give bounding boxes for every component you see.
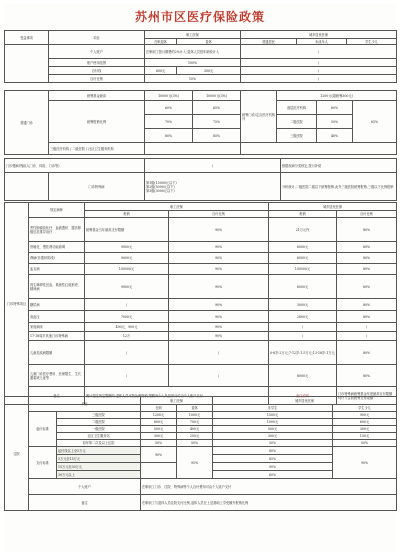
special-row-res: 2800元 — [269, 311, 337, 323]
inpatient-res-col-1: 学生少儿 — [333, 405, 397, 412]
special-row-name: 儿童类疾病限额 — [29, 341, 85, 365]
inpatient-pay-res: 90% — [213, 463, 333, 471]
inpatient-remark-value: 在职职工与退休人员住院支付比例,退休人员在上述基础上享受额外报销比例 — [141, 495, 397, 511]
outpatient-res-value-0: 60% — [317, 101, 353, 115]
chronic-notes: 分析统计,二级医院二级以下统筹报销,此外三级医院统筹报销,三级以下比例报销 — [281, 173, 397, 201]
inpatient-start-ret: 700元 — [177, 419, 213, 426]
inpatient-pay-row: 15万元至30万元 — [57, 463, 141, 471]
special-header: 规定病种 — [29, 203, 85, 218]
special-emp-head: 职工医保 — [85, 203, 269, 211]
inpatient-pay-blank — [141, 463, 177, 479]
chronic-item: 门诊特殊病 — [49, 173, 145, 201]
inpatient-header: 项目 — [29, 397, 141, 412]
special-emp-col-1: 自付比例 — [169, 211, 269, 218]
inpatient-start-stu: 50% — [333, 440, 397, 447]
inpatient-pay-ret: 95% — [177, 447, 213, 479]
outpatient-res-value-2: 40% — [317, 129, 353, 143]
chronic-line-1: 第2级(5000元以下) — [146, 184, 175, 189]
inpatient-pay-label: 支付标准 — [29, 447, 57, 479]
special-row-emp: 12万 — [85, 332, 169, 341]
personal-account-res: / — [241, 45, 397, 59]
inpatient-start-emp: 50% — [141, 440, 177, 447]
inpatient-start-ret: 250元 — [177, 433, 213, 440]
outpatient-sub: 统筹报销比例 — [49, 101, 145, 143]
free-line-emp: 600元 — [145, 67, 177, 75]
inpatient-level: 三级医院 — [57, 412, 141, 419]
inpatient-start-emp: 800元 — [141, 419, 177, 426]
col-in-service: 在职退休 — [145, 39, 177, 45]
inpatient-start-emp: 500元 — [141, 426, 177, 433]
inpatient-level: 社区卫生服务站 — [57, 433, 141, 440]
inpatient-pay-row: 5万元至15万元 — [57, 455, 141, 463]
chronic-blank — [5, 173, 49, 201]
inpatient-remark-label: 备注 — [29, 495, 141, 511]
inpatient-res-col-0: 非学生 — [213, 405, 333, 412]
inpatient-start-stu: 150元 — [333, 433, 397, 440]
outpatient-blank — [145, 143, 241, 155]
special-row-res: 21万元内 — [269, 218, 337, 242]
special-row-emp-pct: 90% — [169, 253, 269, 264]
special-row-res-pct: 80% — [337, 218, 397, 242]
special-remark-emp: 累计超过规定限额的,退休人员可按比例报销,限额内个人负担部分可由个人账户支付 — [85, 387, 269, 405]
inpatient-start-stu: 300元 — [333, 426, 397, 433]
inpatient-personal-label: 个人账户 — [29, 479, 141, 495]
chronic-line-0: 第1级(15000元以下) — [146, 180, 177, 185]
outpatient-ret-2: 85% — [193, 129, 241, 143]
col-employee: 职工医保 — [145, 31, 241, 39]
inpatient-start-emp: 300元 — [141, 433, 177, 440]
col-resident: 城乡居民医保 — [241, 31, 397, 39]
inpatient-pay-emp: 90% — [141, 447, 177, 463]
inpatient-start-res: 1000元 — [213, 419, 333, 426]
outpatient-res-students: 65% — [353, 101, 397, 143]
special-row-emp: 9000元 — [85, 275, 169, 299]
free-line-res: / — [241, 67, 397, 75]
inpatient-table — [4, 396, 397, 511]
inpatient-pay-row: 30万元以上 — [57, 471, 141, 479]
special-res-col-1: 自付比例 — [337, 211, 397, 218]
special-row-res-pct: / — [337, 332, 397, 341]
account-use-res: / — [241, 59, 397, 67]
col-res-normal: 普通居民 — [241, 39, 297, 45]
special-row-emp-pct: 90% — [169, 323, 269, 332]
inpatient-emp-col-1: 退休 — [177, 405, 213, 412]
outpatient-res-level-1: 二级医院 — [277, 115, 317, 129]
special-row-emp-pct: 90% — [169, 311, 269, 323]
outpatient-table — [4, 90, 397, 155]
special-row-res: / — [269, 323, 337, 332]
special-row-res: 8000元 — [269, 365, 337, 387]
outpatient-blank-res — [241, 143, 397, 155]
outpatient-res-level-0: 基层医疗机构 — [277, 101, 317, 115]
inpatient-level: 二级医院 — [57, 419, 141, 426]
section-general — [5, 45, 49, 83]
special-row-res-pct: 80% — [337, 299, 397, 311]
special-row-name: 恶性肿瘤放化疗、血液透析、器官移植后抗排异治疗 — [29, 218, 85, 242]
inpatient-pay-res: 60% — [213, 471, 333, 479]
chronic-table — [4, 158, 397, 201]
special-row-name: 血友病 — [29, 264, 85, 275]
inpatient-start-stu: 600元 — [333, 419, 397, 426]
first-pay-value: 10% — [145, 75, 241, 83]
outpatient-label: 普通门诊 — [5, 91, 49, 155]
special-remark-label: 备注 — [29, 387, 85, 405]
first-pay-res: / — [241, 75, 397, 83]
special-row-emp-pct: / — [169, 341, 269, 365]
col-res-student: 学生少儿 — [347, 39, 397, 45]
outpatient-res-note: 统筹门诊/定点医疗机构外 — [241, 91, 277, 143]
inpatient-pay-stu: 90% — [333, 447, 397, 479]
special-row-emp: 9000元 — [85, 242, 169, 253]
special-row-emp-pct: 90% — [169, 275, 269, 299]
chronic-lines — [145, 173, 281, 201]
special-row-res: 6000元 — [269, 275, 337, 299]
special-row-name: 肾病(非透析阶段) — [29, 253, 85, 264]
special-res-col-0: 报销 — [269, 211, 337, 218]
special-row-emp: 7000元 — [85, 311, 169, 323]
special-row-name: 肝硬化、慢性肾功能衰竭 — [29, 242, 85, 253]
outpatient-res-level-2: 三级医院 — [277, 129, 317, 143]
chronic-line-2: 第3级(3000元以下) — [146, 188, 175, 193]
outpatient-emp-0: 60% — [145, 101, 193, 115]
outpatient-ret-1: 75% — [193, 115, 241, 129]
special-row-res-pct: 80% — [337, 264, 397, 275]
outpatient-cap-ret: 10000元(3%) — [193, 91, 241, 101]
special-row-res: 3000元 — [269, 299, 337, 311]
col-res-minor: 未成年人 — [297, 39, 347, 45]
outpatient-emp-2: 80% — [145, 129, 193, 143]
special-row-res-pct: 80% — [337, 365, 397, 387]
special-row-emp-pct: 90% — [169, 218, 269, 242]
special-emp-col-0: 报销 — [85, 211, 169, 218]
col-item: 项目 — [49, 31, 145, 45]
special-row-res: 0-6岁:2万元;7-12岁:1.5万元;13-18岁:1万元 — [269, 341, 337, 365]
special-row-res-pct: 80% — [337, 341, 397, 365]
inpatient-emp-col-0: 在职 — [141, 405, 177, 412]
special-row-res: 6000元 — [269, 253, 337, 264]
outpatient-res-value-1: 50% — [317, 115, 353, 129]
personal-account-label: 个人账户 — [49, 45, 145, 59]
special-remark-mid: 备注说明 — [269, 387, 337, 405]
special-row-emp: / — [85, 341, 169, 365]
special-row-res-pct: 80% — [337, 275, 397, 299]
policy-sheet — [4, 4, 396, 552]
special-row-emp: / — [85, 299, 169, 311]
special-row-res-pct: 80% — [337, 311, 397, 323]
chronic-resident-value: 根据疾病分类核定,按月补贴 — [281, 159, 397, 173]
special-row-name: 高血压 — [29, 311, 85, 323]
account-use-value: 100% — [145, 59, 241, 67]
first-pay-label: 自付比例 — [49, 75, 145, 83]
col-retired: 退休 — [177, 39, 241, 45]
special-row-res-pct: 80% — [337, 242, 397, 253]
special-row-emp-pct: 90% — [169, 264, 269, 275]
free-line-label: 自付线 — [49, 67, 145, 75]
special-label: 门诊特殊项目 — [5, 203, 29, 405]
special-row-emp: / — [85, 365, 169, 387]
inpatient-label: 住院 — [5, 397, 29, 511]
special-remark-res: 门诊特殊病统筹基金年度最高支付限额均计入住院统筹支付限额 — [337, 387, 397, 405]
header-table — [4, 30, 397, 83]
special-row-name: 17-18周岁其他门诊特殊病 — [29, 332, 85, 341]
inpatient-pay-res: 80% — [213, 447, 333, 455]
chronic-emp-blank: / — [145, 159, 281, 173]
page-title: 苏州市区医疗保险政策 — [134, 10, 265, 24]
outpatient-cap-label: 统筹基金最高 — [49, 91, 145, 101]
special-row-res-pct: 80% — [337, 253, 397, 264]
inpatient-start-res: 1500元 — [213, 412, 333, 419]
special-row-emp: 100000元 — [85, 264, 169, 275]
special-row-res: / — [269, 332, 337, 341]
special-row-emp-pct: / — [169, 365, 269, 387]
special-row-name: 儿童门诊医疗费用、医保限生、生长激素缺乏症等 — [29, 365, 85, 387]
inpatient-start-res: 500元 — [213, 426, 333, 433]
special-row-name: 家庭病床 — [29, 323, 85, 332]
special-row-res: 100000元 — [269, 264, 337, 275]
special-row-emp: 统筹基金当年最高支付限额 — [85, 218, 169, 242]
free-line-ret: 300元 — [177, 67, 241, 75]
special-row-emp: 9000元 — [85, 253, 169, 264]
special-row-emp-pct: 90% — [169, 242, 269, 253]
inpatient-start-ret: 400元 — [177, 426, 213, 433]
chronic-label: 门诊慢病(残疾人门诊、体检、门诊等) — [5, 159, 145, 173]
special-row-emp: 490元、900元 — [85, 323, 169, 332]
special-table — [4, 202, 397, 405]
inpatient-pay-row: 起付线以上至5万元 — [57, 447, 141, 455]
inpatient-personal-value: 在职职工门诊、住院、特殊病等个人自付费用可由个人账户支付 — [141, 479, 397, 495]
inpatient-res-head: 城乡居民医保 — [213, 397, 397, 405]
special-row-name: 再生障碍性贫血、系统性红斑狼疮、精神病 — [29, 275, 85, 299]
inpatient-emp-head: 职工医保 — [141, 397, 213, 405]
col-category: 受益事项 — [5, 31, 49, 45]
inpatient-start-emp: 1200元 — [141, 412, 177, 419]
special-row-res: 6000元 — [269, 242, 337, 253]
special-row-emp-pct: 90% — [169, 299, 269, 311]
inpatient-start-stu: 900元 — [333, 412, 397, 419]
special-row-res-pct: / — [337, 323, 397, 332]
special-res-head: 城乡居民医保 — [269, 203, 397, 211]
special-row-name: 糖尿病 — [29, 299, 85, 311]
account-use-label: 账户使用范围 — [49, 59, 145, 67]
outpatient-emp-1: 70% — [145, 115, 193, 129]
special-row-emp-pct: 90% — [169, 332, 269, 341]
inpatient-level: 一级医院 — [57, 426, 141, 433]
outpatient-ret-0: 65% — [193, 101, 241, 115]
inpatient-start-res: 50% — [213, 440, 333, 447]
inpatient-pay-res: 85% — [213, 455, 333, 463]
outpatient-cap-emp: 10000元(3%) — [145, 91, 193, 101]
inpatient-level: 同年第二次及以上住院 — [57, 440, 141, 447]
inpatient-start-ret: 1000元 — [177, 412, 213, 419]
inpatient-start-label: 起付标准 — [29, 412, 57, 447]
inpatient-start-res: 300元 — [213, 433, 333, 440]
inpatient-start-ret: 50% — [177, 440, 213, 447]
outpatient-levels: 三级医疗机构 / 二级医院 / 社区卫生服务机构 — [49, 143, 145, 155]
personal-account-value: 在职职工按月缴费的2%计入;退休人员按年龄段计入 — [145, 45, 241, 59]
outpatient-res-total: 1200元(超统筹300元) — [277, 91, 397, 101]
